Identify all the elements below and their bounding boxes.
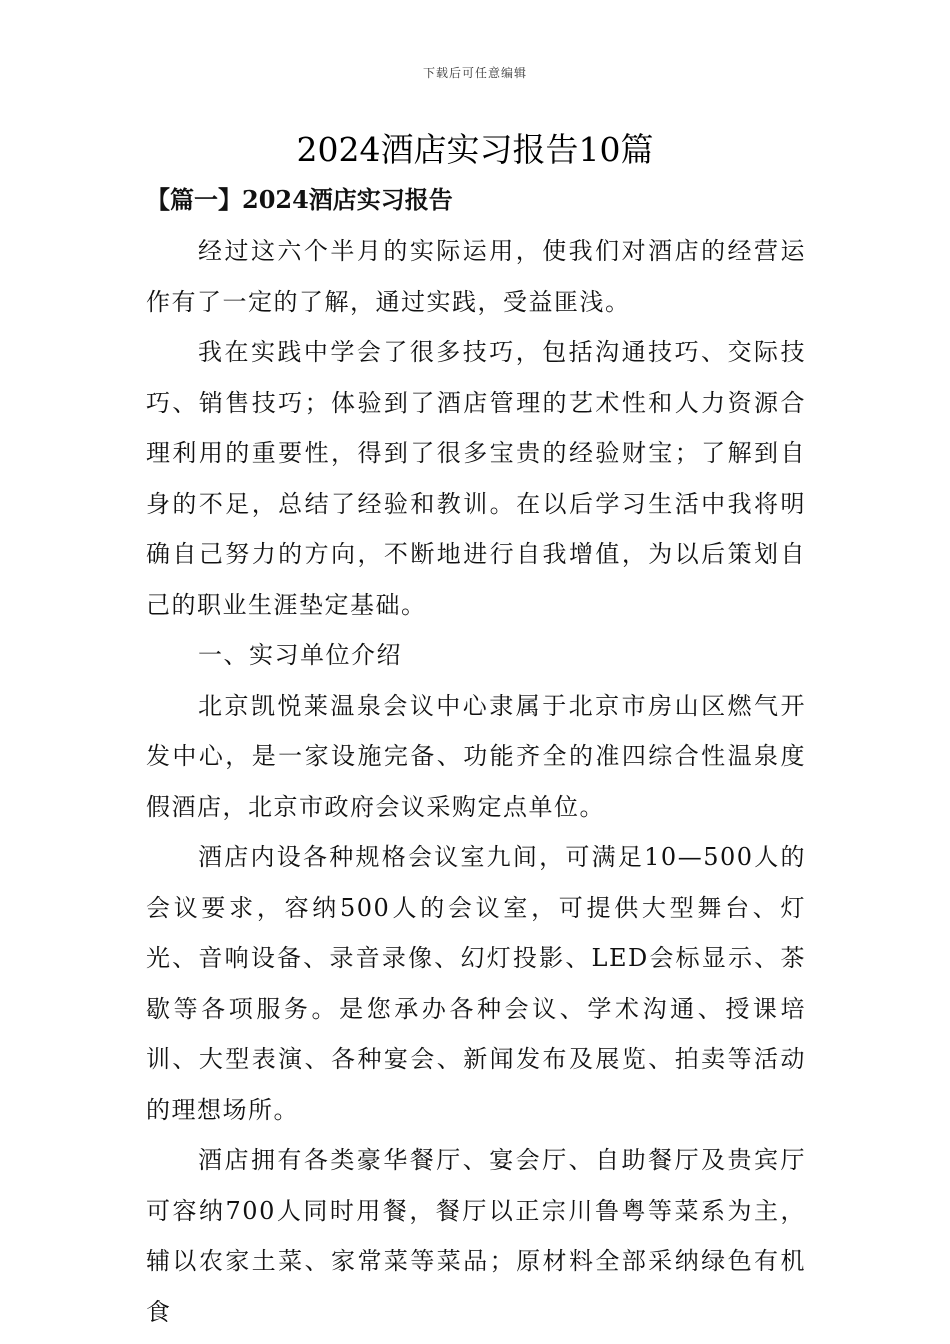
paragraph: 我在实践中学会了很多技巧，包括沟通技巧、交际技巧、销售技巧；体验到了酒店管理的艺术性和人力资源合理利用的重要性，得到了很多宝贵的经验财宝；了解到自身的不足，总结了经验和教训。在以后学习生活中我将明确自己努力的方向，不断地进行自我增值，为以后策划自己的职业生涯垫定基础。	[146, 338, 806, 619]
header-note: 下载后可任意编辑	[422, 66, 527, 80]
subsection-heading: 一、实习单位介绍	[198, 641, 402, 669]
paragraph: 酒店内设各种规格会议室九间，可满足10—500人的会议要求，容纳500人的会议室，可提供大型舞台、灯光、音响设备、录音录像、幻灯投影、LED会标显示、茶歇等各项服务。是您承办各种会议、学术沟通、授课培训、大型表演、各种宴会、新闻发布及展览、拍卖等活动的理想场所。	[146, 843, 806, 1124]
section-heading: 【篇一】2024酒店实习报告	[146, 185, 453, 214]
paragraph: 北京凯悦莱温泉会议中心隶属于北京市房山区燃气开发中心，是一家设施完备、功能齐全的准四综合性温泉度假酒店，北京市政府会议采购定点单位。	[146, 691, 806, 821]
paragraph: 经过这六个半月的实际运用，使我们对酒店的经营运作有了一定的了解，通过实践，受益匪浅。	[146, 237, 806, 316]
document-title: 2024酒店实习报告10篇	[296, 130, 654, 169]
document-body	[146, 226, 806, 1337]
paragraph: 酒店拥有各类豪华餐厅、宴会厅、自助餐厅及贵宾厅可容纳700人同时用餐，餐厅以正宗川鲁粤等菜系为主，辅以农家土菜、家常菜等菜品；原材料全部采纳绿色有机食	[146, 1146, 806, 1326]
